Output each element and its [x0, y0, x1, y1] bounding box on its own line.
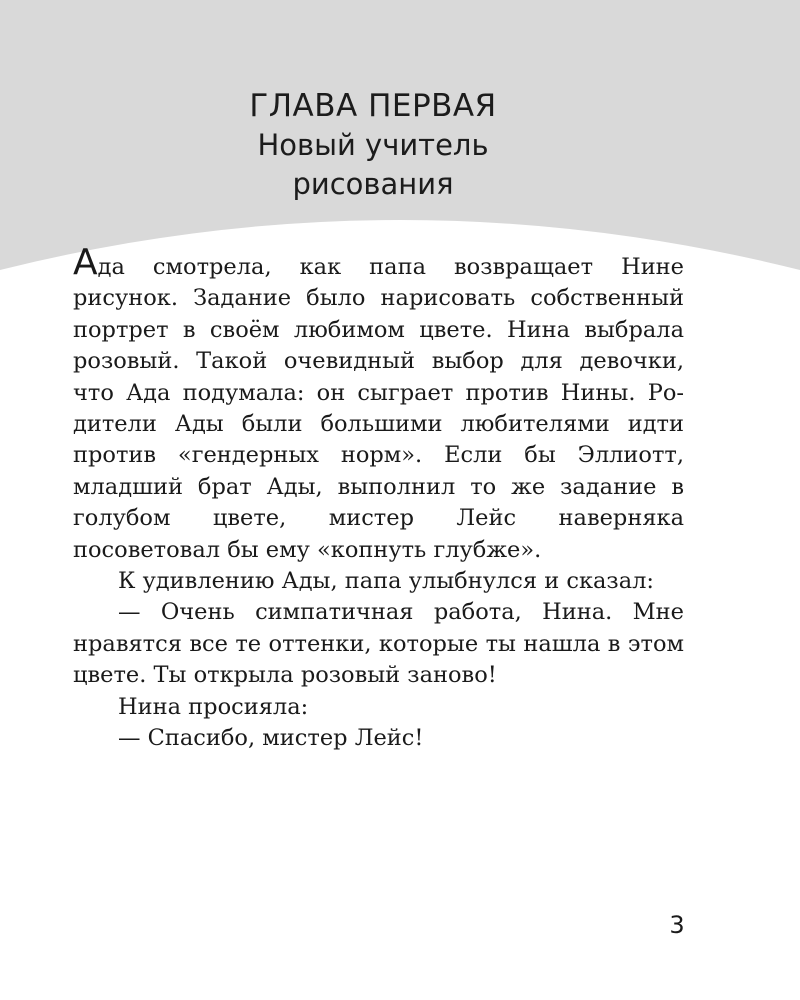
paragraph-2: К удивлению Ады, папа улыбнулся и сказал: [118, 568, 654, 595]
chapter-label: ГЛАВА ПЕРВАЯ [249, 88, 497, 124]
paragraph-1-text: да смотрела, как папа возвращает Нине рисунок. Задание было нарисовать собственный портрет в своём любимом цвете. Нина выбрала розовый. Такой очевидный выбор для девочки, что Ада подумала: он сыграет против Нины. Родители Ады были большими любителями идти против «гендерных норм». Если бы Эллиотт, младший брат Ады, выполнил то же задание в голубом цвете, мистер Лейс наверняка посоветовал бы ему «копнуть глубже». [73, 254, 684, 563]
paragraph-4: Нина просияла: [118, 693, 309, 720]
body-text [73, 242, 684, 755]
paragraph-3: — Очень симпатичная работа, Нина. Мне нравятся все те оттенки, которые ты нашла в этом цвете. Ты открыла розовый заново! [73, 599, 684, 689]
page-number: 3 [669, 911, 685, 939]
paragraph-1 [73, 242, 684, 566]
drop-cap: А [73, 242, 98, 283]
paragraph-5: — Спасибо, мистер Лейс! [118, 725, 424, 752]
chapter-title-line1: Новый учитель [257, 128, 489, 162]
chapter-title-line2: рисования [292, 167, 454, 201]
chapter-heading [0, 86, 746, 204]
